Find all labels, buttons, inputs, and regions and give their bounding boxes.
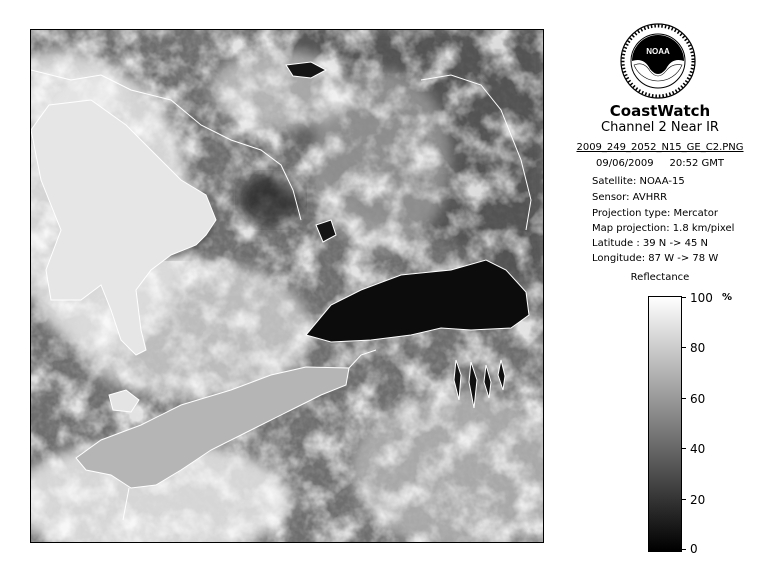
map-image xyxy=(31,30,543,542)
channel-label: Channel 2 Near IR xyxy=(601,120,719,135)
tick-mark xyxy=(681,499,686,500)
tick-mark xyxy=(681,297,686,298)
sensor-info: Sensor: AVHRR xyxy=(592,192,668,203)
tick-mark xyxy=(681,347,686,348)
projection-type-info: Projection type: Mercator xyxy=(592,208,718,219)
satellite-map xyxy=(30,29,544,543)
legend-unit: % xyxy=(722,292,733,303)
tick-label: 60 xyxy=(690,392,706,406)
tick-label: 80 xyxy=(690,341,706,355)
latitude-info: Latitude : 39 N -> 45 N xyxy=(592,238,708,249)
acquisition-date: 09/06/2009 xyxy=(595,158,654,169)
tick-label: 40 xyxy=(690,442,706,456)
tick-label: 100 xyxy=(690,291,713,305)
longitude-info: Longitude: 87 W -> 78 W xyxy=(592,253,719,264)
tick-mark xyxy=(681,448,686,449)
cloud-shadow-2 xyxy=(241,175,301,225)
legend-title: Reflectance xyxy=(630,272,690,283)
acquisition-time: 20:52 GMT xyxy=(669,158,725,169)
tick-label: 0 xyxy=(690,542,698,556)
acquisition-datetime xyxy=(560,158,760,169)
tick-mark xyxy=(681,549,686,550)
logo-text: NOAA xyxy=(646,47,670,56)
tick-mark xyxy=(681,398,686,399)
image-filename: 2009_249_2052_N15_GE_C2.PNG xyxy=(576,142,744,153)
noaa-logo xyxy=(620,23,696,99)
reflectance-colorbar xyxy=(648,296,682,552)
map-projection-info: Map projection: 1.8 km/pixel xyxy=(592,223,735,234)
tick-label: 20 xyxy=(690,493,706,507)
satellite-info: Satellite: NOAA-15 xyxy=(592,176,685,187)
product-title: CoastWatch xyxy=(609,102,711,120)
